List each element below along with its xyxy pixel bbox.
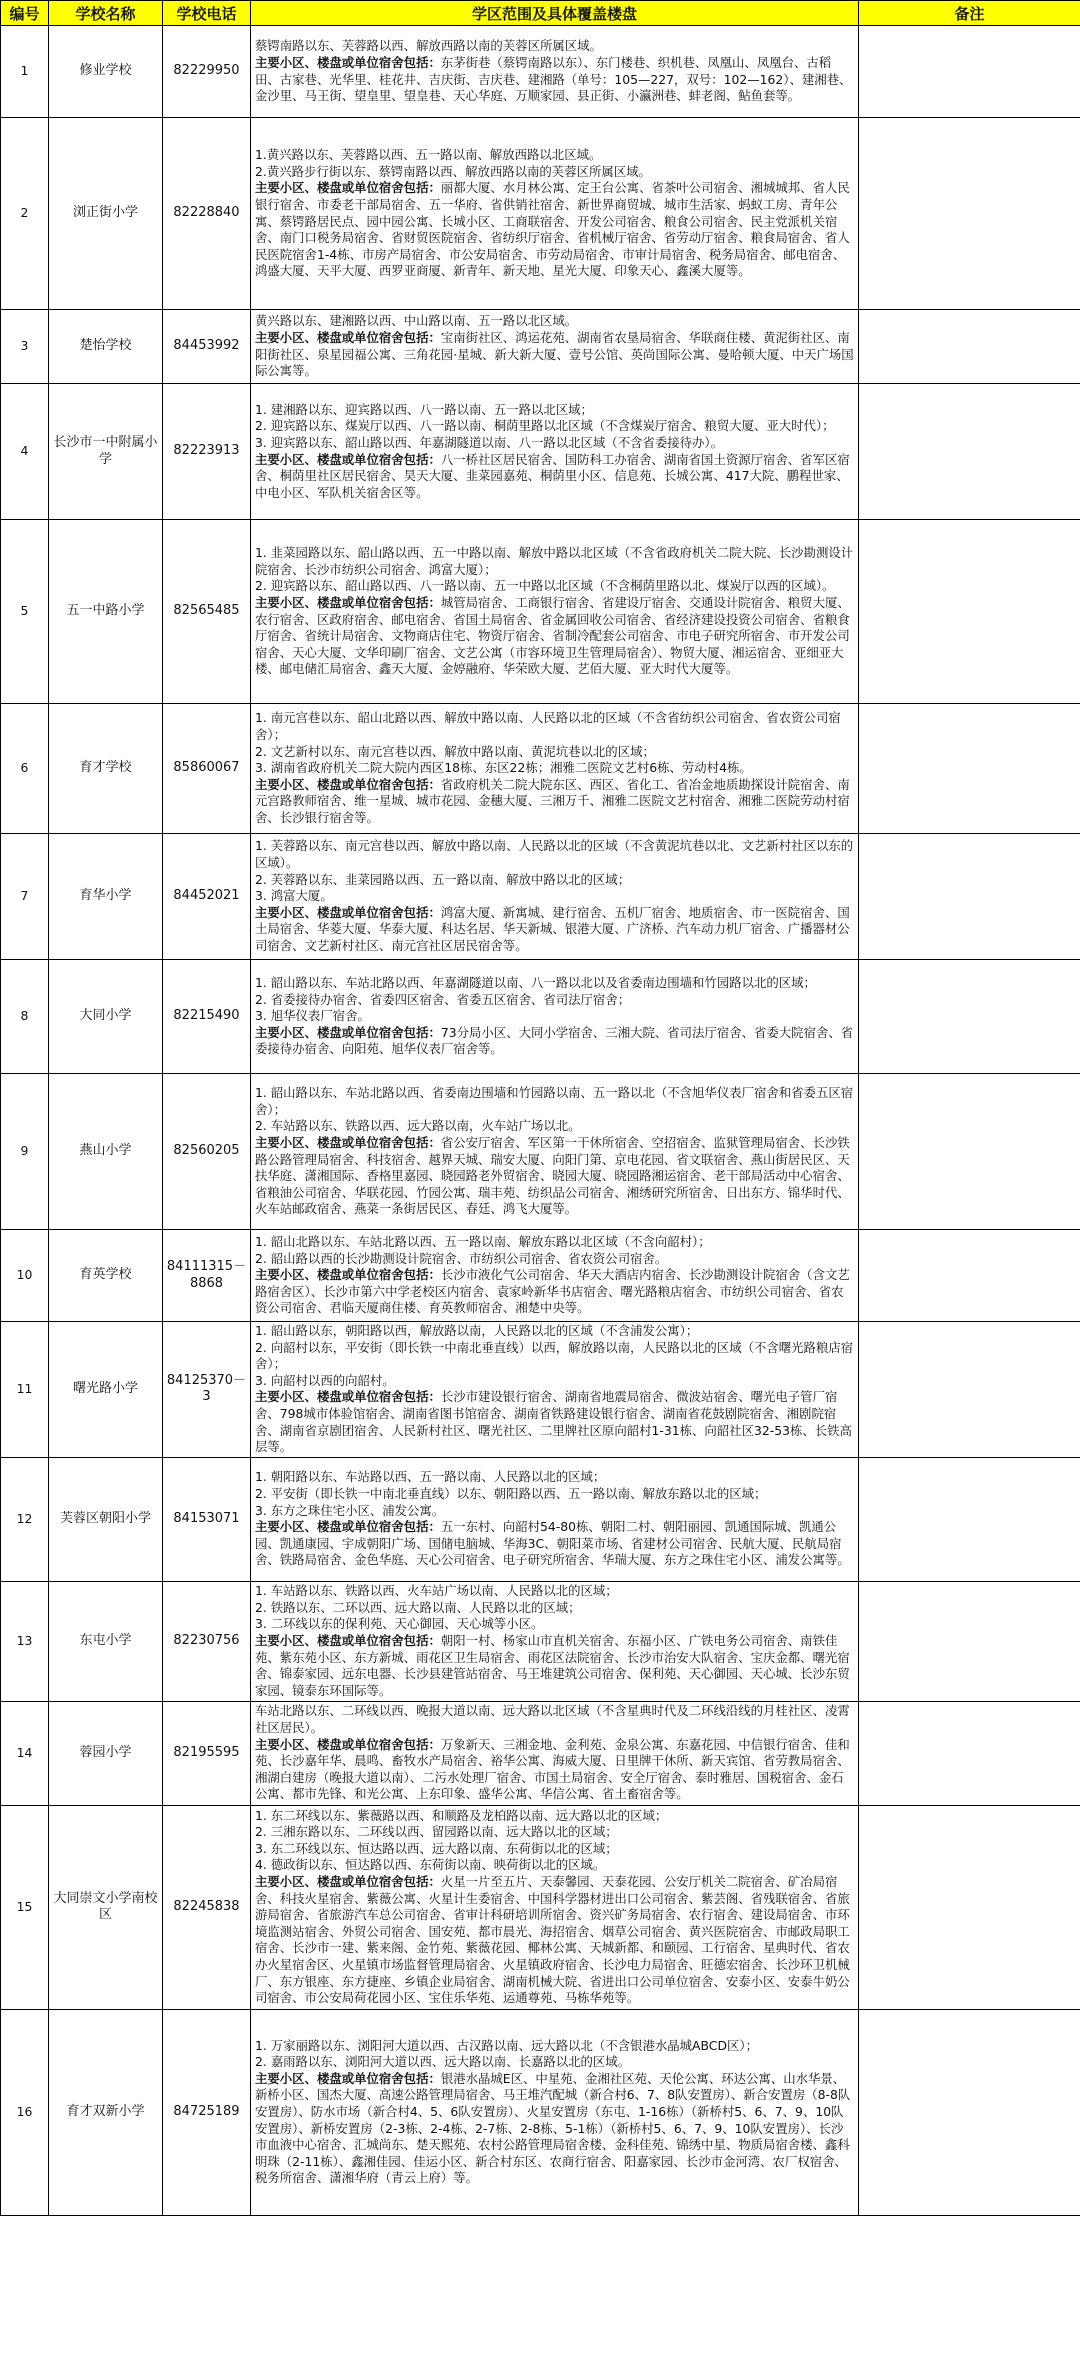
range-line: 2. 省委接待办宿舍、省委四区宿舍、省委五区宿舍、省司法厅宿舍； [255, 991, 631, 1007]
main-communities [255, 905, 854, 955]
school-phone: 82230756 [163, 1581, 251, 1701]
main-communities-text: 宝南街社区、鸿运花苑、湖南省农垦局宿舍、华联商住楼、黄泥街社区、南阳街社区、泉星园福公寓、三角花园·星城、新大新大厦、壹号公馆、英尚国际公寓、曼哈顿大厦、中天广场国际公寓等。 [255, 329, 854, 379]
school-name: 育才双新小学 [49, 2009, 163, 2215]
main-communities-text: 火星一片至五片、天泰馨园、天泰花园、公安厅机关二院宿舍、矿冶局宿舍、科技火星宿舍、紫薇公寓、火星计生委宿舍、中国科学器材进出口公司宿舍、紫芸阁、省残联宿舍、省旅游局宿舍、省旅游汽车总公司宿舍、省审计科研培训所宿舍、资兴矿务局宿舍、农行宿舍、建设局宿舍、市环境监测站宿舍、外贸公司宿舍、国安苑、都市晨光、海招宿舍、烟草公司宿舍、黄兴医院宿舍、市邮政局职工宿舍、长沙市一建、紫来阁、金竹苑、紫薇花园、椰林公寓、天城新都、和颐园、工行宿舍、星典时代、省农办火星宿舍区、火星镇市场监督管理局宿舍、火星镇政府宿舍、长沙电力局宿舍、旺德宏宿舍、长沙环卫机械厂、东方银座、东方捷座、乡镇企业局宿舍、湖南机械大院、省进出口公司单位宿舍、安泰小区、安泰牛奶公司宿舍、市公安局荷花园小区、宝住乐华苑、运通尊苑、马栋华苑等。 [255, 1874, 850, 2006]
main-communities-text: 银港水晶城E区、中星苑、金湘社区苑、天伦公寓、环达公寓、山水华景、新桥小区、国杰大厦、高速公路管理局宿舍、马王堆汽配城（新合村6、7、8队安置房）、新合安置房（8-8队安置房）、防水市场（新合村4、5、6队安置房）、火星安置房（东屯、1-16栋）（新桥村5、6、7、9、10队安置房）、新桥安置房（2-3栋、2-4栋、2-7栋、2-8栋、5-1栋）（新桥村5、6、7、9、10队安置房）、长沙市血液中心宿舍、汇城尚东、楚天熙苑、农村公路管理局宿舍楼、金科佳苑、锦绣中星、物质局宿舍楼、鑫科明珠（2-11栋）、鑫湘佳园、佳运小区、新合村东区、农商行宿舍、阳嘉家园、长沙市金河湾、农厂权宿舍、税务所宿舍、潇湘华府（青云上府）等。 [255, 2070, 851, 2186]
main-communities [255, 1267, 854, 1317]
range-line: 3. 东二环线以东、恒达路以西、远大路以南、东荷街以北的区域； [255, 1840, 618, 1856]
range-line: 1. 朝阳路以东、车站路以西、五一路以南、人民路以北的区域； [255, 1469, 606, 1485]
main-communities [255, 180, 854, 280]
main-communities-label: 主要小区、楼盘或单位宿舍包括： [255, 1024, 441, 1040]
main-communities-label: 主要小区、楼盘或单位宿舍包括： [255, 451, 441, 467]
range-line: 2. 文艺新村以东、南元宫巷以西、解放中路以南、黄泥坑巷以北的区域； [255, 743, 655, 759]
main-communities-text: 万象新天、三湘金地、金利苑、金泉公寓、东嘉花园、中信银行宿舍、佳和苑、长沙嘉年华、晨鸣、畜牧水产局宿舍、裕华公寓、海威大厦、日里牌干休所、新天宾馆、省劳教局宿舍、湘湖白建房（晚报大道以南）、二污水处理厂宿舍、市国土局宿舍、安全厅宿舍、泰时雅居、国税宿舍、金石公寓、都市先锋、和光公寓、上东印象、盛华公寓、华信公寓、省土畜宿舍等。 [255, 1736, 850, 1802]
school-phone: 84725189 [163, 2009, 251, 2215]
header-number: 编号 [1, 1, 49, 26]
range-line: 1.黄兴路以东、芙蓉路以西、五一路以南、解放西路以北区域。 [255, 147, 602, 163]
school-phone: 82560205 [163, 1074, 251, 1230]
main-communities [255, 777, 854, 827]
district-range [251, 26, 859, 118]
school-name: 芙蓉区朝阳小学 [49, 1457, 163, 1581]
main-communities [255, 1519, 854, 1569]
school-name: 长沙市一中附属小学 [49, 384, 163, 520]
range-line: 2. 向韶村以东，平安街（即长铁一中南北垂直线）以西，解放路以南，人民路以北的区域（不含曙光路粮店宿舍）； [255, 1339, 854, 1372]
school-name: 曙光路小学 [49, 1322, 163, 1458]
main-communities-text: 鸿富大厦、新寓城、建行宿舍、五机厂宿舍、地质宿舍、市一医院宿舍、国土局宿舍、华菱大厦、华泰大厦、科达名居、华天新城、银港大厦、广济桥、汽车动力机厂宿舍、广播器材公司宿舍、文艺新村社区、南元宫社区居民宿舍等。 [255, 904, 850, 953]
range-line: 2. 迎宾路以东、韶山路以西、八一路以南、五一中路以北区域（不含桐荫里路以北、煤炭厅以西的区域）。 [255, 578, 835, 594]
main-communities-label: 主要小区、楼盘或单位宿舍包括： [255, 2070, 441, 2086]
main-communities [255, 330, 854, 380]
school-name: 修业学校 [49, 26, 163, 118]
school-name: 浏正街小学 [49, 118, 163, 310]
remarks [859, 960, 1080, 1074]
remarks [859, 118, 1080, 310]
school-name: 育才学校 [49, 704, 163, 834]
remarks [859, 1322, 1080, 1458]
range-line: 3. 东方之珠住宅小区、浦发公寓。 [255, 1502, 445, 1518]
table-row [1, 1701, 1080, 1805]
table-row [1, 118, 1080, 310]
main-communities-label: 主要小区、楼盘或单位宿舍包括： [255, 1389, 441, 1405]
main-communities-label: 主要小区、楼盘或单位宿舍包括： [255, 180, 441, 196]
school-name: 育华小学 [49, 834, 163, 960]
range-line: 蔡锷南路以东、芙蓉路以西、解放西路以南的芙蓉区所属区域。 [255, 38, 602, 54]
range-line: 1. 韶山路以东、车站北路以西、省委南边围墙和竹园路以南、五一路以北（不含旭华仪表厂宿舍和省委五区宿舍）； [255, 1085, 854, 1117]
main-communities-text: 长沙市建设银行宿舍、湖南省地震局宿舍、微波站宿舍、曙光电子管厂宿舍、798城市体验馆宿舍、湖南省图书馆宿舍、湖南省铁路建设银行宿舍、湖南省花鼓剧院宿舍、湘剧院宿舍、湖南省京剧团宿舍、人民新村社区、曙光社区、二里牌社区原向韶村1-31栋、向韶社区32-53栋、长铁高层等。 [255, 1389, 852, 1455]
main-communities-label: 主要小区、楼盘或单位宿舍包括： [255, 1736, 441, 1752]
table-row [1, 1581, 1080, 1701]
school-name: 大同小学 [49, 960, 163, 1074]
district-range [251, 1230, 859, 1322]
remarks [859, 384, 1080, 520]
remarks [859, 310, 1080, 384]
main-communities-text: 省公安厅宿舍、军区第一干休所宿舍、空招宿舍、监狱管理局宿舍、长沙铁路公路管理局宿舍、科技宿舍、越界天城、瑞安大厦、向阳门第、京电花园、省文联宿舍、燕山街居民区、天扶华庭、潇湘国际、香格里嘉园、晓园路老外贸宿舍、晓园大厦、晓园路湘运宿舍、老干部局活动中心宿舍、省粮油公司宿舍、华联花园、竹园公寓、瑞丰苑、纺织品公司宿舍、湘绣研究所宿舍、日出东方、锦华时代、火车站邮政宿舍、燕菜一条街居民区、春廷、鸿飞大厦等。 [255, 1134, 850, 1217]
row-number: 8 [1, 960, 49, 1074]
school-phone: 82228840 [163, 118, 251, 310]
remarks [859, 1805, 1080, 2009]
school-phone: 82245838 [163, 1805, 251, 2009]
school-phone: 85860067 [163, 704, 251, 834]
range-line: 2. 芙蓉路以东、韭菜园路以西、五一路以南、解放中路以北的区域； [255, 871, 631, 887]
main-communities-text: 东茅街巷（蔡锷南路以东）、东门楼巷、织机巷、凤凰山、凤凰台、古稻田、古家巷、光华里、桂花井、吉庆街、吉庆巷、建湘路（单号：105—227，双号：102—162）、建湘巷、金沙里、马王街、望皇里、望皇巷、天心华庭、万顺家园、县正街、小瀛洲巷、蚌老阁、鲇鱼套等。 [255, 54, 852, 104]
range-line: 2. 韶山路以西的长沙勘测设计院宿舍、市纺织公司宿舍、省农资公司宿舍。 [255, 1250, 668, 1266]
table-row [1, 2009, 1080, 2215]
district-range [251, 384, 859, 520]
row-number: 6 [1, 704, 49, 834]
range-line: 2.黄兴路步行街以东、蔡锷南路以西、解放西路以南的芙蓉区所属区域。 [255, 163, 651, 179]
district-range [251, 2009, 859, 2215]
main-communities [255, 1633, 854, 1699]
header-district-range: 学区范围及具体覆盖楼盘 [251, 1, 859, 26]
school-phone: 84153071 [163, 1457, 251, 1581]
range-line: 2. 嘉雨路以东、浏阳河大道以西、远大路以南、长嘉路以北的区域。 [255, 2054, 631, 2070]
remarks [859, 1581, 1080, 1701]
range-line: 1. 建湘路以东、迎宾路以西、八一路以南、五一路以北区域； [255, 401, 593, 417]
range-line: 2. 迎宾路以东、煤炭厅以西、八一路以南、桐荫里路以北区域（不含煤炭厅宿舍、粮贸大厦、亚大时代）； [255, 418, 835, 434]
main-communities-text: 丽都大厦、水月林公寓、定王台公寓、省茶叶公司宿舍、湘城城邦、省人民银行宿舍、市委老干部局宿舍、五一华府、省供销社宿舍、新世界商贸城、城市生活家、蚂蚁工房、青年公寓、蔡锷路居民点、园中园公寓、长城小区、工商联宿舍、开发公司宿舍、粮食公司宿舍、民主党派机关宿舍、南门口税务局宿舍、省财贸医院宿舍、省纺织厅宿舍、省机械厅宿舍、省劳动厅宿舍、粮食局宿舍、省人民医院宿舍1-4栋、市房产局宿舍、市公安局宿舍、市劳动局宿舍、市审计局宿舍、税务局宿舍、邮电宿舍、鸿盛大厦、天平大厦、西罗亚商厦、新青年、新天地、星光大厦、印象天心、鑫溪大厦等。 [255, 180, 850, 279]
main-communities-label: 主要小区、楼盘或单位宿舍包括： [255, 1267, 441, 1283]
main-communities-label: 主要小区、楼盘或单位宿舍包括： [255, 1134, 441, 1150]
range-line: 2. 车站路以东、铁路以西、远大路以南，火车站广场以北。 [255, 1118, 581, 1134]
district-range [251, 1457, 859, 1581]
table-row [1, 310, 1080, 384]
row-number: 3 [1, 310, 49, 384]
row-number: 5 [1, 520, 49, 704]
remarks [859, 834, 1080, 960]
table-row [1, 1457, 1080, 1581]
range-line: 2. 三湘东路以东、二环线以西、留园路以南、远大路以北的区域； [255, 1824, 618, 1840]
district-range [251, 118, 859, 310]
main-communities-label: 主要小区、楼盘或单位宿舍包括： [255, 329, 441, 345]
range-line: 1. 车站路以东、铁路以西、火车站广场以南、人民路以北的区域； [255, 1583, 618, 1599]
table-row [1, 384, 1080, 520]
remarks [859, 704, 1080, 834]
table-row [1, 1805, 1080, 2009]
school-name: 蓉园小学 [49, 1701, 163, 1805]
range-line: 3. 迎宾路以东、韶山路以西、年嘉湖隧道以南、八一路以北区域（不含省委接待办）。 [255, 434, 724, 450]
district-range [251, 1701, 859, 1805]
range-line: 车站北路以东、二环线以西、晚报大道以南、远大路以北区域（不含星典时代及二环线沿线的月桂社区、凌霄社区居民）。 [255, 1703, 850, 1736]
range-line: 1. 韶山路以东、车站北路以西、年嘉湖隧道以南、八一路以北以及省委南边围墙和竹园路以北的区域； [255, 975, 816, 991]
row-number: 13 [1, 1581, 49, 1701]
district-range [251, 960, 859, 1074]
row-number: 2 [1, 118, 49, 310]
row-number: 14 [1, 1701, 49, 1805]
main-communities [255, 1874, 854, 2007]
school-name: 东屯小学 [49, 1581, 163, 1701]
remarks [859, 26, 1080, 118]
school-name: 五一中路小学 [49, 520, 163, 704]
remarks [859, 1230, 1080, 1322]
main-communities [255, 1135, 854, 1218]
main-communities [255, 1025, 854, 1058]
table-row [1, 1322, 1080, 1458]
range-line: 3. 鸿富大厦。 [255, 888, 333, 904]
table-body [1, 26, 1080, 2216]
range-line: 1. 韶山北路以东、车站北路以西、五一路以南、解放东路以北区域（不含向韶村）； [255, 1234, 711, 1250]
row-number: 9 [1, 1074, 49, 1230]
row-number: 10 [1, 1230, 49, 1322]
main-communities [255, 1737, 854, 1803]
row-number: 15 [1, 1805, 49, 2009]
main-communities-label: 主要小区、楼盘或单位宿舍包括： [255, 904, 441, 920]
main-communities-text: 省政府机关二院大院东区、西区、省化工、省冶金地质勘探设计院宿舍、南元宫路教师宿舍、维一星城、城市花园、金穗大厦、三湘万千、湘雅二医院文艺村宿舍、湘雅二医院劳动村宿舍、长沙银行宿舍等。 [255, 776, 850, 825]
range-line: 3. 旭华仪表厂宿舍。 [255, 1008, 370, 1024]
range-line: 1. 南元宫巷以东、韶山北路以西、解放中路以南、人民路以北的区域（不含省纺织公司宿舍、省农资公司宿舍）； [255, 710, 841, 743]
school-phone: 84453992 [163, 310, 251, 384]
main-communities-label: 主要小区、楼盘或单位宿舍包括： [255, 594, 441, 610]
district-range [251, 1805, 859, 2009]
district-range [251, 1581, 859, 1701]
district-range [251, 834, 859, 960]
main-communities-label: 主要小区、楼盘或单位宿舍包括： [255, 54, 441, 70]
row-number: 11 [1, 1322, 49, 1458]
school-name: 燕山小学 [49, 1074, 163, 1230]
district-range [251, 520, 859, 704]
table-row [1, 1230, 1080, 1322]
table-row [1, 26, 1080, 118]
remarks [859, 520, 1080, 704]
row-number: 4 [1, 384, 49, 520]
school-phone: 84452021 [163, 834, 251, 960]
main-communities-label: 主要小区、楼盘或单位宿舍包括： [255, 1632, 441, 1648]
main-communities [255, 2071, 854, 2187]
school-phone: 82195595 [163, 1701, 251, 1805]
school-phone: 84125370－3 [163, 1322, 251, 1458]
main-communities-text: 长沙市液化气公司宿舍、华天大酒店内宿舍、长沙勘测设计院宿舍（含文艺路宿舍区）、长沙市第六中学老校区内宿舍、袁家岭新华书店宿舍、曙光路粮店宿舍、市纺织公司宿舍、省农资公司宿舍、君临天厦商住楼、育英教师宿舍、湘楚中央等。 [255, 1267, 850, 1316]
range-line: 4. 德政街以东、恒达路以西、东荷街以南、映荷街以北的区域。 [255, 1857, 606, 1873]
main-communities [255, 452, 854, 502]
range-line: 2. 铁路以东、二环以西、远大路以南、人民路以北的区域； [255, 1599, 581, 1615]
main-communities-text: 朝阳一村、杨家山市直机关宿舍、东福小区、广铁电务公司宿舍、南铁佳苑、紫东苑小区、东方新城、雨花区卫生局宿舍、雨花区法院宿舍、长沙市治安大队宿舍、宝庆金都、曙光宿舍、锦泰家园、远东电器、长沙县建管站宿舍、马王堆建筑公司宿舍、保利苑、天心御园、天心城、长沙东贸家园、镜泰东环国际等。 [255, 1632, 850, 1698]
district-range [251, 310, 859, 384]
main-communities [255, 595, 854, 678]
row-number: 16 [1, 2009, 49, 2215]
table-row [1, 834, 1080, 960]
main-communities-text: 五一东村、向韶村54-80栋、朝阳二村、朝阳丽园、凯通国际城、凯通公园、凯通康园、宇成朝阳广场、国储电脑城、华海3C、朝阳菜市场、省建材公司宿舍、民航大厦、民航局宿舍、铁路局宿舍、金色华庭、天心公司宿舍、电子研究所宿舍、华瑞大厦、东方之珠住宅小区、浦发公寓等。 [255, 1519, 850, 1568]
main-communities [255, 1389, 854, 1455]
school-name: 大同崇文小学南校区 [49, 1805, 163, 2009]
main-communities-label: 主要小区、楼盘或单位宿舍包括： [255, 776, 441, 792]
remarks [859, 1457, 1080, 1581]
district-range [251, 1074, 859, 1230]
main-communities-text: 城管局宿舍、工商银行宿舍、省建设厅宿舍、交通设计院宿舍、粮贸大厦、农行宿舍、区政府宿舍、邮电宿舍、省国土局宿舍、省金属回收公司宿舍、省经济建设投资公司宿舍、省粮食厅宿舍、省统计局宿舍、文物商店住宅、物资厅宿舍、省制冷配套公司宿舍、市电子研究所宿舍、市开发公司宿舍、天心大厦、文华印刷厂宿舍、文艺公寓（市容环境卫生管理局宿舍）、物贸大厦、湘运宿舍、亚细亚大楼、邮电储汇局宿舍、鑫天大厦、金婷融府、华荣欧大厦、艺佰大厦、亚大时代大厦等。 [255, 594, 850, 677]
remarks [859, 1074, 1080, 1230]
remarks [859, 2009, 1080, 2215]
range-line: 3. 向韶村以西的向韶村。 [255, 1372, 395, 1388]
main-communities [255, 55, 854, 105]
main-communities-text: 八一桥社区居民宿舍、国防科工办宿舍、湖南省国土资源厅宿舍、省军区宿舍、桐荫里社区居民宿舍、昊天大厦、韭菜园嘉苑、桐荫里小区、信息苑、长城公寓、417大院、鹏程世家、中电小区、军队机关宿舍区等。 [255, 451, 850, 500]
range-line: 3. 湖南省政府机关二院大院内西区18栋、东区22栋；湘雅二医院文艺村6栋、劳动村4栋。 [255, 760, 752, 776]
row-number: 7 [1, 834, 49, 960]
row-number: 1 [1, 26, 49, 118]
school-phone: 82215490 [163, 960, 251, 1074]
school-phone: 82223913 [163, 384, 251, 520]
main-communities-label: 主要小区、楼盘或单位宿舍包括： [255, 1519, 441, 1535]
header-school-phone: 学校电话 [163, 1, 251, 26]
school-phone: 82565485 [163, 520, 251, 704]
range-line: 1. 芙蓉路以东、南元宫巷以西、解放中路以南、人民路以北的区域（不含黄泥坑巷以北、文艺新村社区以东的区域）。 [255, 838, 854, 871]
row-number: 12 [1, 1457, 49, 1581]
school-phone: 84111315－8868 [163, 1230, 251, 1322]
range-line: 3. 二环线以东的保利苑、天心御园、天心城等小区。 [255, 1616, 544, 1632]
district-range [251, 704, 859, 834]
range-line: 2. 平安街（即长铁一中南北垂直线）以东、朝阳路以西、五一路以南、解放东路以北的区域； [255, 1486, 767, 1502]
table-row [1, 960, 1080, 1074]
school-phone: 82229950 [163, 26, 251, 118]
header-remarks: 备注 [859, 1, 1080, 26]
range-line: 1. 东二环线以东、紫薇路以西、和顺路及龙柏路以南、远大路以北的区域； [255, 1807, 668, 1823]
school-name: 育英学校 [49, 1230, 163, 1322]
range-line: 1. 韭菜园路以东、韶山路以西、五一中路以南、解放中路以北区域（不含省政府机关二院大院、长沙勘测设计院宿舍、长沙市纺织公司宿舍、鸿富大厦）； [255, 545, 854, 577]
range-line: 1. 韶山路以东，朝阳路以西，解放路以南，人民路以北的区域（不含浦发公寓）； [255, 1323, 699, 1338]
main-communities-text: 73分局小区、大同小学宿舍、三湘大院、省司法厅宿舍、省委大院宿舍、省委接待办宿舍、向阳苑、旭华仪表厂宿舍等。 [255, 1024, 854, 1057]
header-row [1, 1, 1080, 26]
remarks [859, 1701, 1080, 1805]
table-row [1, 520, 1080, 704]
range-line: 1. 万家丽路以东、浏阳河大道以西、古汉路以南、远大路以北（不含银港水晶城ABCD区）； [255, 2037, 758, 2053]
range-line: 黄兴路以东、建湘路以西、中山路以南、五一路以北区域。 [255, 313, 578, 329]
main-communities-label: 主要小区、楼盘或单位宿舍包括： [255, 1874, 441, 1890]
header-school-name: 学校名称 [49, 1, 163, 26]
school-name: 楚怡学校 [49, 310, 163, 384]
district-range [251, 1322, 859, 1458]
table-row [1, 704, 1080, 834]
table-row [1, 1074, 1080, 1230]
